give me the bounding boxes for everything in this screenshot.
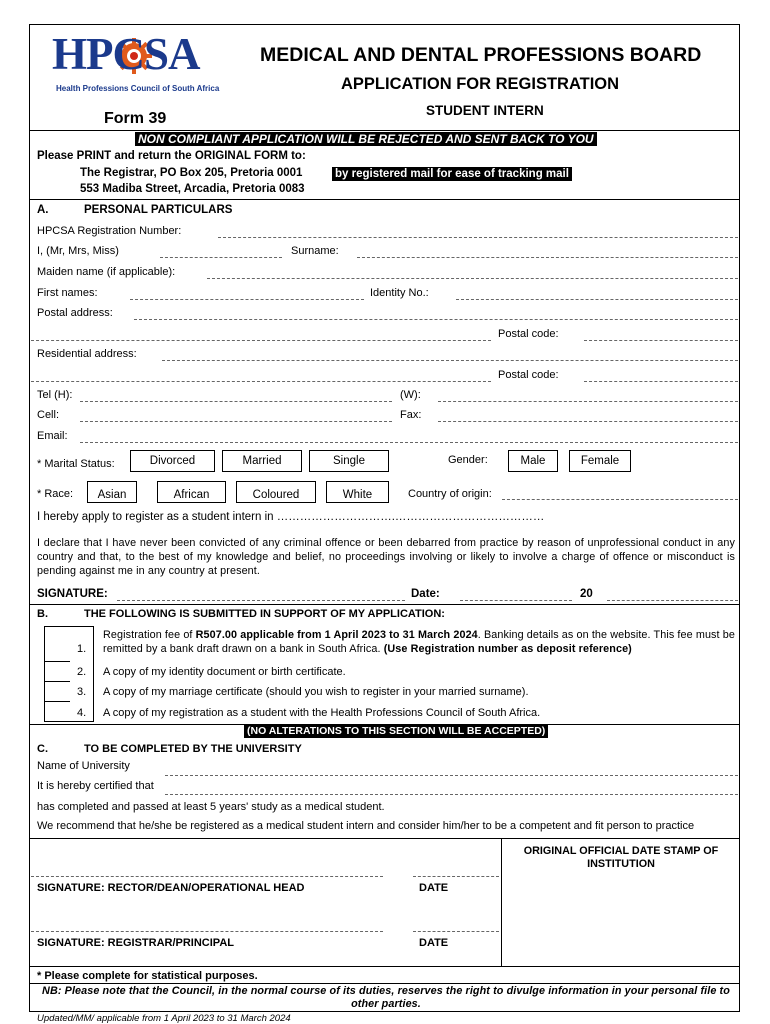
residential-address-field-1[interactable] [162, 360, 738, 361]
statistical-footnote: * Please complete for statistical purposes. [37, 970, 258, 982]
cell-label: Cell: [37, 409, 60, 421]
rector-date-field[interactable] [413, 876, 499, 877]
item-2-text: A copy of my identity document or birth certificate. [103, 666, 346, 678]
item-1-number: 1. [77, 643, 87, 655]
surname-label: Surname: [291, 245, 339, 257]
logo-letters: HPCSA [52, 29, 200, 79]
updated-note-text: Updated/MM/ applicable from 1 April 2023 to 31 March 2024 [37, 1013, 291, 1024]
residential-address-label: Residential address: [37, 348, 137, 360]
logo-tagline: Health Professions Council of South Africa [56, 84, 220, 93]
item-4-text: A copy of my registration as a student with the Health Professions Council of South Africa. [103, 707, 541, 719]
race-label: * Race: [37, 488, 74, 500]
stamp-label: ORIGINAL OFFICIAL DATE STAMP OF INSTITUTION [523, 845, 719, 870]
tel-home-label: Tel (H): [37, 389, 73, 401]
registrar-signature-field[interactable] [31, 931, 383, 932]
gender-label: Gender: [448, 454, 488, 466]
residential-code-label: Postal code: [498, 369, 559, 381]
year-field[interactable] [607, 600, 738, 601]
race-option-asian[interactable]: Asian [87, 481, 137, 503]
fax-field[interactable] [438, 421, 738, 422]
country-of-origin-label: Country of origin: [408, 488, 492, 500]
surname-field[interactable] [357, 257, 738, 258]
return-address-1: The Registrar, PO Box 205, Pretoria 0001 [80, 167, 303, 179]
mail-note: by registered mail for ease of tracking mail [332, 167, 572, 181]
item-4-number: 4. [77, 707, 87, 719]
race-option-white[interactable]: White [326, 481, 389, 503]
tel-work-field[interactable] [438, 401, 738, 402]
registration-number-label: HPCSA Registration Number: [37, 225, 182, 237]
section-b-divider [29, 604, 740, 605]
return-instruction: Please PRINT and return the ORIGINAL FORM to: [37, 150, 306, 162]
identity-number-label: Identity No.: [370, 287, 429, 299]
country-of-origin-field[interactable] [502, 499, 738, 500]
university-field[interactable] [165, 775, 738, 776]
race-option-coloured[interactable]: Coloured [236, 481, 316, 503]
item-1-reference: (Use Registration number as deposit reference) [383, 643, 632, 655]
apply-statement[interactable]: I hereby apply to register as a student intern in ………………………….………………………………… [37, 511, 545, 523]
postal-address-label: Postal address: [37, 307, 113, 319]
item-1-mid: . Banking details as on the website. This fee must be remitted by a bank draft drawn on a bank in South Africa. [103, 629, 735, 655]
checkbox-item-1[interactable] [44, 626, 71, 662]
maiden-name-field[interactable] [207, 278, 738, 279]
updated-note [37, 1013, 291, 1024]
registrar-date-label: DATE [419, 937, 449, 949]
stamp-top-divider [29, 838, 740, 839]
section-a-letter: A. [37, 204, 49, 216]
marital-option-single[interactable]: Single [309, 450, 389, 472]
tel-work-label: (W): [400, 389, 421, 401]
date-label: Date: [411, 588, 440, 600]
section-a-title: PERSONAL PARTICULARS [84, 204, 233, 216]
section-b-title: THE FOLLOWING IS SUBMITTED IN SUPPORT OF MY APPLICATION: [84, 608, 445, 620]
checkbox-item-4[interactable] [44, 701, 71, 722]
postal-address-field-2[interactable] [31, 340, 491, 341]
identity-number-field[interactable] [456, 299, 738, 300]
cell-field[interactable] [80, 421, 392, 422]
rector-signature-label: SIGNATURE: RECTOR/DEAN/OPERATIONAL HEAD [37, 882, 305, 894]
item-1-text [103, 628, 736, 656]
section-c-letter: C. [37, 743, 48, 755]
tel-home-field[interactable] [80, 401, 392, 402]
form-subtitle: STUDENT INTERN [426, 103, 544, 118]
certified-field[interactable] [165, 794, 738, 795]
marital-option-divorced[interactable]: Divorced [130, 450, 215, 472]
recommend-statement: We recommend that he/she be registered as a medical student intern and consider him/her to be a competent and fit person to practice [37, 820, 695, 832]
section-b-letter: B. [37, 608, 48, 620]
email-label: Email: [37, 430, 68, 442]
item-2-number: 2. [77, 666, 87, 678]
item-1-fee: R507.00 applicable from 1 April 2023 to 31 March 2024 [195, 629, 478, 641]
hpcsa-logo [52, 29, 238, 96]
year-prefix: 20 [580, 588, 593, 600]
completed-statement: has completed and passed at least 5 years' study as a medical student. [37, 801, 385, 813]
form-number: Form 39 [104, 110, 167, 127]
header-divider [29, 130, 740, 131]
postal-code-label: Postal code: [498, 328, 559, 340]
postal-address-field-1[interactable] [134, 319, 738, 320]
rector-date-label: DATE [419, 882, 449, 894]
postal-code-field[interactable] [584, 340, 738, 341]
race-option-african[interactable]: African [157, 481, 226, 503]
stamp-left-border [501, 838, 502, 966]
certified-label: It is hereby certified that [37, 780, 154, 792]
checkbox-item-3[interactable] [44, 681, 71, 702]
university-label: Name of University [37, 760, 130, 772]
maiden-name-label: Maiden name (if applicable): [37, 266, 176, 278]
item-1-pre: Registration fee of [103, 629, 196, 641]
item-3-text: A copy of my marriage certificate (should you wish to register in your married surname). [103, 686, 529, 698]
residential-code-field[interactable] [584, 381, 738, 382]
email-field[interactable] [80, 442, 738, 443]
rector-signature-field[interactable] [31, 876, 383, 877]
checkbox-item-2[interactable] [44, 661, 71, 682]
first-names-field[interactable] [130, 299, 364, 300]
residential-address-field-2[interactable] [31, 381, 491, 382]
no-alterations-banner: (NO ALTERATIONS TO THIS SECTION WILL BE ACCEPTED) [244, 725, 548, 738]
declaration-text: I declare that I have never been convicted of any criminal offence or been debarred from practice by reason of unprofessional conduct in any country and that, to the best of my knowledge and belief, no proceedings involving or likely to involve a charge of offence or misconduct is pending against me in any country at present. [37, 537, 735, 577]
registrar-date-field[interactable] [413, 931, 499, 932]
marital-option-married[interactable]: Married [222, 450, 302, 472]
form-title: APPLICATION FOR REGISTRATION [341, 75, 620, 93]
warning-banner: NON COMPLIANT APPLICATION WILL BE REJECTED AND SENT BACK TO YOU [135, 132, 597, 146]
signature-field[interactable] [117, 600, 405, 601]
item-3-number: 3. [77, 686, 87, 698]
date-field[interactable] [460, 600, 572, 601]
title-field[interactable] [160, 257, 282, 258]
nb-text: NB: Please note that the Council, in the normal course of its duties, reserves the right to divulge information in your personal file to other parties. [42, 985, 730, 1010]
return-address-2: 553 Madiba Street, Arcadia, Pretoria 0083 [80, 183, 305, 195]
registration-number-field[interactable] [218, 237, 738, 238]
registrar-signature-label: SIGNATURE: REGISTRAR/PRINCIPAL [37, 937, 234, 949]
marital-status-label: * Marital Status: [37, 458, 115, 470]
title-label: I, (Mr, Mrs, Miss) [37, 245, 119, 257]
section-a-divider [29, 199, 740, 200]
signature-label: SIGNATURE: [37, 588, 108, 600]
fax-label: Fax: [400, 409, 422, 421]
gender-option-male[interactable]: Male [508, 450, 558, 472]
footer-divider [29, 966, 740, 967]
first-names-label: First names: [37, 287, 98, 299]
board-title: MEDICAL AND DENTAL PROFESSIONS BOARD [260, 44, 702, 66]
gender-option-female[interactable]: Female [569, 450, 631, 472]
section-c-title: TO BE COMPLETED BY THE UNIVERSITY [84, 743, 302, 755]
